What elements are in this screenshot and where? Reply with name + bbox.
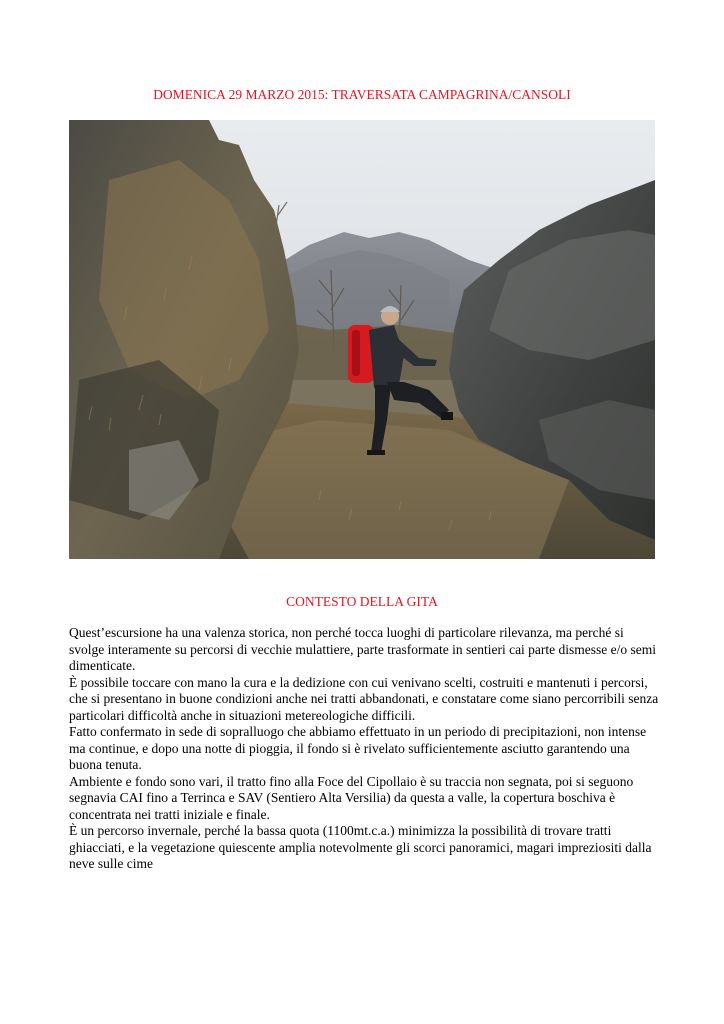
paragraph: È un percorso invernale, perché la bassa quota (1100mt.c.a.) minimizza la possibilità di trovare tratti ghiacciati, e la vegetazione quiescente amplia notevolmente gli scorci panoramici, magari impreziositi dalla neve sulle cime <box>69 823 652 871</box>
hiker-photo <box>69 120 655 559</box>
paragraph: Fatto confermato in sede di sopralluogo che abbiamo effettuato in un periodo di precipitazioni, non intense ma continue, e dopo una notte di pioggia, il fondo si è rivelato sufficientemente asciutto garantendo una buona tenuta. <box>69 724 647 772</box>
paragraph: Ambiente e fondo sono vari, il tratto fino alla Foce del Cipollaio è su traccia non segnata, poi si seguono segnavia CAI fino a Terrinca e SAV (Sentiero Alta Versilia) da questa a valle, la copertura boschiva è concentrata nei tratti iniziale e finale. <box>69 773 634 822</box>
body-text <box>69 625 659 873</box>
paragraph: È possibile toccare con mano la cura e la dedizione con cui venivano scelti, costruiti e mantenuti i percorsi, che si presentano in buone condizioni anche nei tratti abbandonati, e constatare come siano percorribili senza particolari difficoltà anche in situazioni metereologiche difficili. <box>69 674 659 723</box>
paragraph: Quest’escursione ha una valenza storica, non perché tocca luoghi di particolare rilevanza, ma perché si svolge interamente su percorsi di vecchie mulattiere, parte trasformate in sentieri cai parte dismesse e/o semi dimenticate. <box>69 625 657 673</box>
section-title: CONTESTO DELLA GITA <box>286 594 438 609</box>
document-title: DOMENICA 29 MARZO 2015: TRAVERSATA CAMPAGRINA/CANSOLI <box>153 87 571 102</box>
mountain-trail-image <box>69 120 655 559</box>
